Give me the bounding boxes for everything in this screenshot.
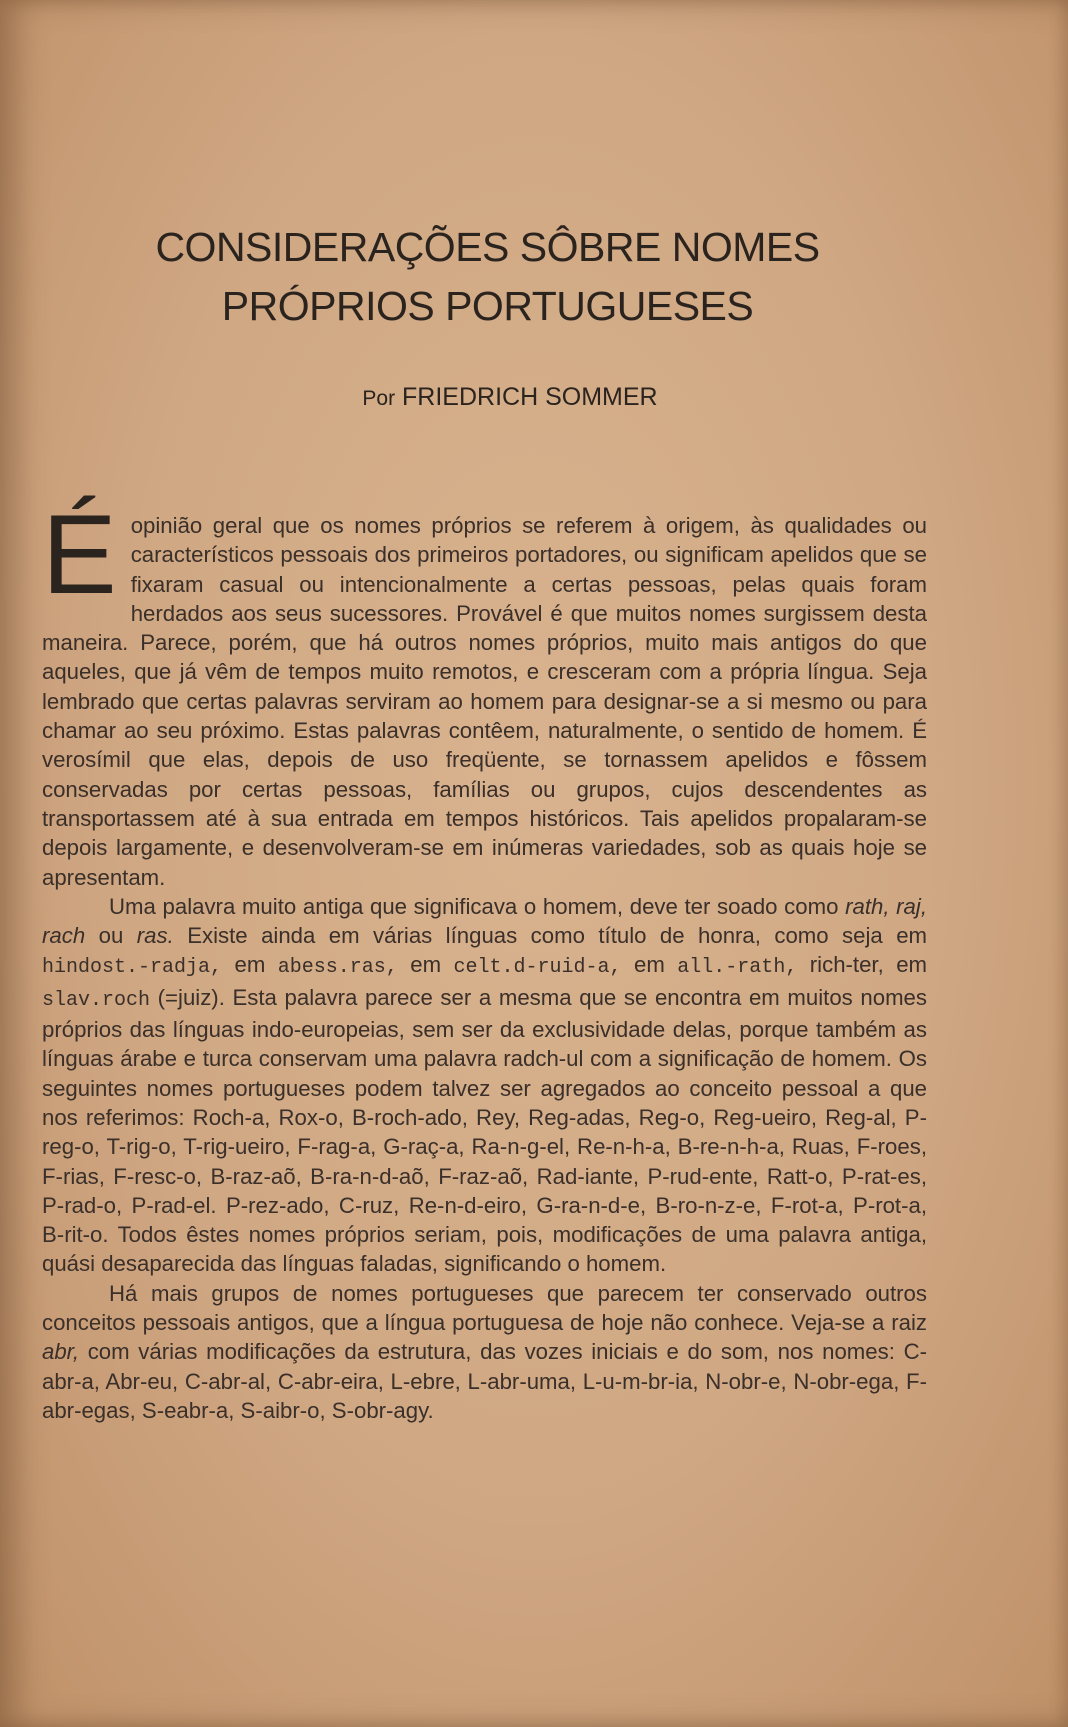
- p2-part1: Uma palavra muito antiga que significava o homem, deve ter soado como: [109, 893, 839, 919]
- paragraph-1: [42, 492, 927, 892]
- p2-mono1: hindost.-radja,: [42, 956, 223, 980]
- p3-italic-word: abr,: [42, 1339, 80, 1365]
- p2-italic-word2: ras.: [136, 923, 174, 949]
- p2-mono4: all.-rath,: [677, 956, 798, 980]
- byline-author: FRIEDRICH SOMMER: [402, 383, 658, 411]
- p2-mono3: celt.d-ruid-a,: [453, 956, 622, 980]
- p2-part7: rich-ter, em: [809, 952, 928, 978]
- p2-part6: em: [634, 952, 665, 978]
- paragraph-2: [42, 892, 927, 1279]
- p2-mono2: abess.ras,: [277, 956, 398, 980]
- p2-part4: em: [234, 952, 266, 978]
- article-body: [42, 492, 928, 1425]
- paragraph-3: [42, 1279, 927, 1425]
- p3-part1: Há mais grupos de nomes portugueses que parecem ter conservado outros conceitos pessoais antigos, que a língua portuguesa de hoje não conhece. Veja-se a raiz: [42, 1280, 927, 1336]
- title-line-2: PRÓPRIOS PORTUGUESES: [221, 283, 754, 329]
- p2-part2: ou: [98, 923, 124, 949]
- p3-part2: com várias modificações da estrutura, das vozes iniciais e do som, nos nomes: C-abr-a, Abr-eu, C-abr-al, C-abr-eira, L-ebre, L-abr-uma, L-u-m-br-ia, N-obr-e, N-obr-ega, F-abr-egas, S-eabr-a, S-aibr-o, S-obr-agy.: [42, 1339, 927, 1423]
- paragraph-1-text: opinião geral que os nomes próprios se referem à origem, às qualidades ou característicos pessoais dos primeiros portadores, ou significam apelidos que se fixaram casual ou intencionalmente a certas pessoas, pelas quais foram herdados aos seus sucessores. Provável é que muitos nomes surgissem desta maneira. Parece, porém, que há outros nomes próprios, muito mais antigos do que aqueles, que já vêm de tempos muito remotos, e cresceram com a própria língua. Seja lembrado que certas palavras serviram ao homem para designar-se a si mesmo ou para chamar ao seu próximo. Estas palavras contêem, naturalmente, o sentido de homem. É verosímil que elas, depois de uso freqüente, se tornassem apelidos e fôssem conservadas por certas pessoas, famílias ou grupos, cujos descendentes as transportassem até à sua entrada em tempos históricos. Tais apelidos propalaram-se depois largamente, e desenvolveram-se em inúmeras variedades, sob as quais hoje se apresentam.: [42, 513, 927, 890]
- byline-prefix: Por: [362, 387, 396, 410]
- title-line-1: CONSIDERAÇÕES SÔBRE NOMES: [155, 224, 820, 270]
- byline: [0, 383, 990, 412]
- drop-cap: É: [42, 492, 117, 617]
- p2-part3: Existe ainda em várias línguas como título de honra, como seja em: [187, 923, 928, 949]
- p2-italic-words: rath, raj, rach: [42, 893, 927, 949]
- article-title: [0, 218, 960, 336]
- p2-part8: (=juiz). Esta palavra parece ser a mesma que se encontra em muitos nomes próprios das línguas indo-europeias, sem ser da exclusividade delas, porque também as línguas árabe e turca conservam uma palavra radch-ul com a significação de homem. Os seguintes nomes portugueses podem talvez ser agregados ao conceito pessoal a que nos referimos: Roch-a, Rox-o, B-roch-ado, Rey, Reg-adas, Reg-o, Reg-ueiro, Reg-al, P-reg-o, T-rig-o, T-rig-ueiro, F-rag-a, G-raç-a, Ra-n-g-el, Re-n-h-a, B-re-n-h-a, Ruas, F-roes, F-rias, F-resc-o, B-raz-aõ, B-ra-n-d-aõ, F-raz-aõ, Rad-iante, P-rud-ente, Ratt-o, P-rat-es, P-rad-o, P-rad-el. P-rez-ado, C-ruz, Re-n-d-eiro, G-ra-n-d-e, B-ro-n-z-e, F-rot-a, P-rot-a, B-rit-o. Todos êstes nomes próprios seriam, pois, modificações de uma palavra antiga, quási desaparecida das línguas faladas, significando o homem.: [42, 984, 927, 1277]
- p2-part5: em: [410, 952, 442, 978]
- p2-mono5: slav.roch: [42, 988, 151, 1012]
